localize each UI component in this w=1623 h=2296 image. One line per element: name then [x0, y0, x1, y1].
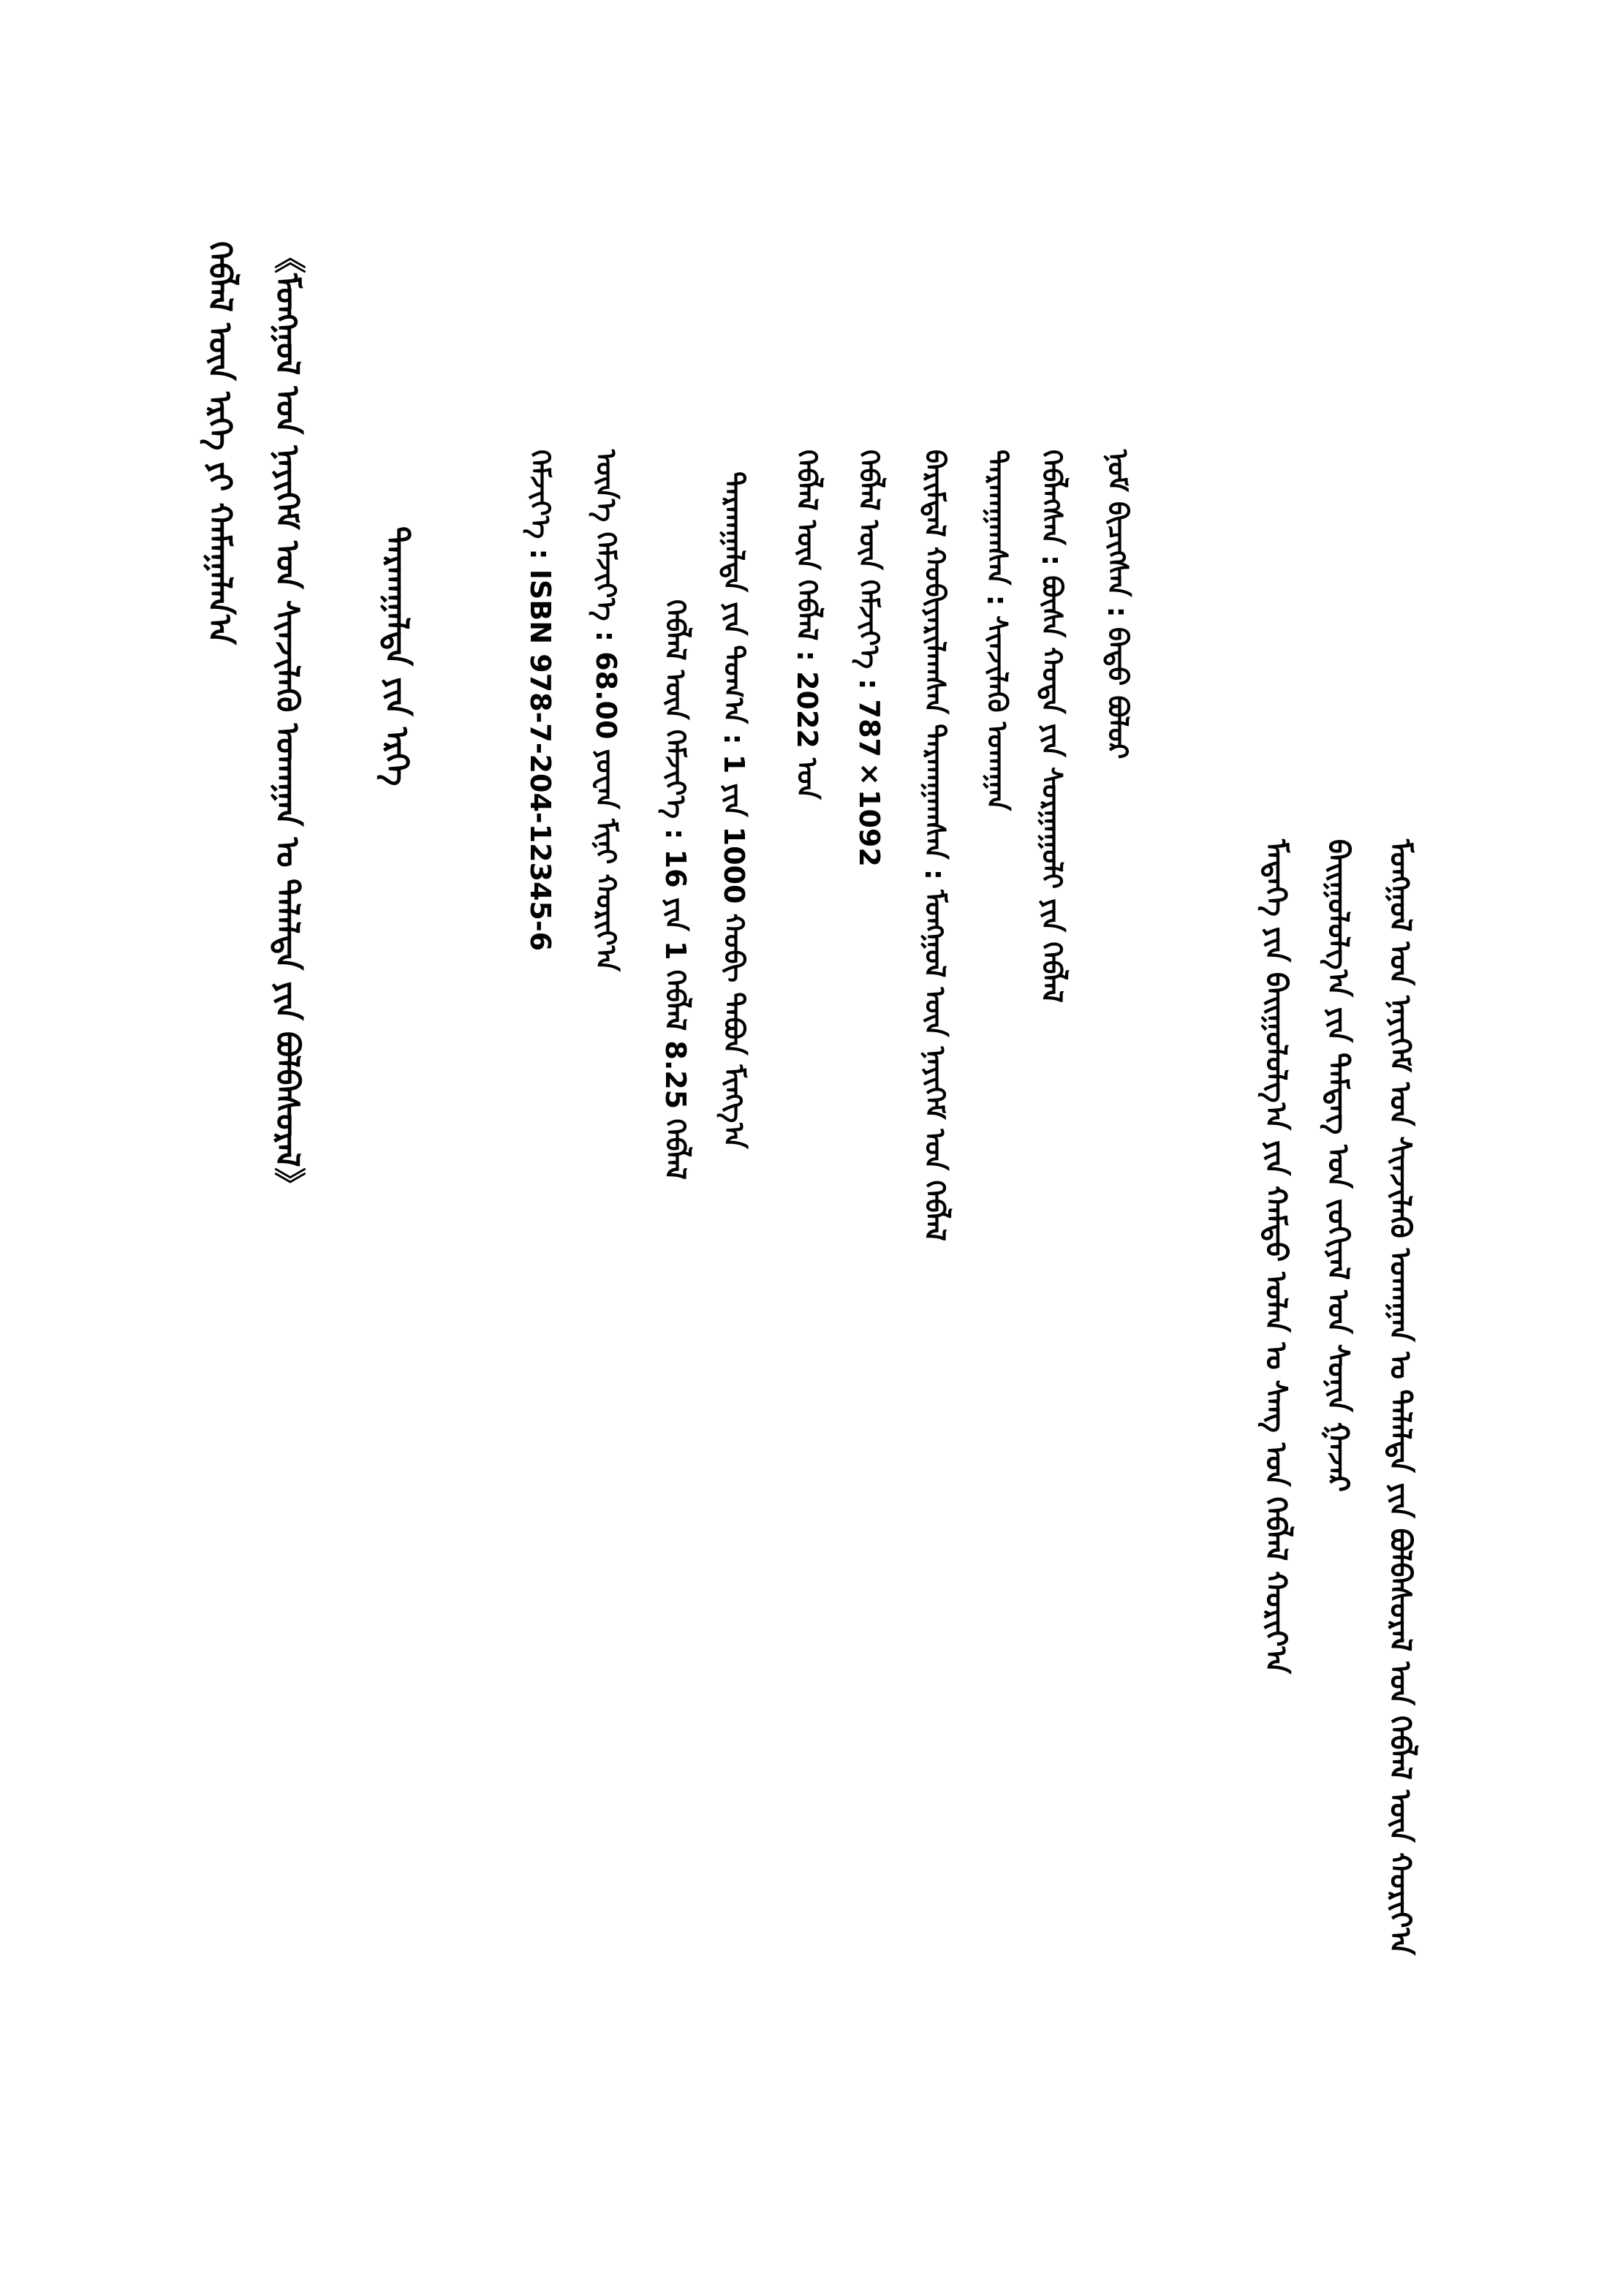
header-line: ᠮᠣᠩᠭᠣᠯ ᠤᠨ ᠨᠡᠶᠢᠭᠡᠮ ᠤᠨ ᠰᠢᠨᠵᠢᠯᠡᠬᠦ ᠤᠬᠠᠭᠠᠨ ᠤ ᠲᠡᠯᠡᠯᠲᠡ ᠶᠢᠨ ᠪᠣᠯᠪᠠᠰᠤᠷᠠᠯ ᠤᠨ ᠬᠡᠪᠯᠡᠯ ᠦᠨ ᠬᠣᠷᠢᠶ᠎ᠠ	[1383, 839, 1417, 1955]
info-line: ᠪᠠᠷᠢᠮᠲᠠᠯ ᠬᠣᠪᠢᠶᠠᠷᠢᠯᠠᠭᠰᠠᠨ ᠲᠠᠷᠬᠠᠭᠠᠭᠰᠠᠨ : ᠮᠣᠩᠭᠣᠯ ᠦᠨ ᠨᠡᠶᠢᠭᠡᠮ ᠤᠨ ᠬᠡᠪᠯᠡᠯ	[919, 450, 951, 1241]
info-line: ᠨᠣᠮ ᠪᠢᠴᠢᠭᠰᠡᠨ : ᠪᠠᠲᠤ ᠪᠣᠯᠤᠷ	[1102, 450, 1134, 759]
info-line: ᠬᠡᠮᠵᠢᠶ᠎ᠡ : ISBN 978-7-204-12345-6	[524, 450, 556, 952]
info-line: ᠬᠡᠪᠯᠡᠯ ᠦᠨ ᠬᠡᠮᠵᠢᠶ᠎ᠡ : 787×1092	[853, 450, 885, 867]
info-line: ᠬᠡᠪᠯᠡᠯ ᠦᠨ ᠬᠡᠮᠵᠢᠶ᠎ᠡ : 16 ᠶᠢᠨ 1 ᠬᠡᠪᠯᠡᠯ 8.25 ᠬᠡᠪᠯᠡᠯ	[659, 599, 692, 1180]
footer-line: ᠬᠡᠪᠯᠡᠯ ᠦᠨ ᠡᠷᠬᠡ ᠶᠢ ᠬᠠᠮᠠᠭᠠᠯᠠᠨ᠎ᠠ	[201, 241, 238, 645]
header-line: ᠪᠠᠢᠭᠤᠯᠤᠯᠭ᠎ᠠ ᠶᠢᠨ ᠲᠡᠮᠳᠡᠭ ᠤᠨ ᠵᠣᠬᠢᠶᠠᠯ ᠤᠨ ᠰᠣᠨᠢᠨ ᠭᠠᠵᠠᠷ	[1321, 839, 1355, 1493]
info-line: ᠬᠡᠪᠯᠡᠭᠰᠡᠨ : ᠪᠦᠰᠡ ᠬᠣᠲᠠ ᠶᠢᠨ ᠰᠤᠷᠭᠠᠭᠤᠯᠢ ᠶᠢᠨ ᠬᠡᠪᠯᠡᠯ	[1036, 450, 1068, 1003]
info-line: ᠦᠨ᠎ᠡ ᠬᠡᠮᠵᠢᠶ᠎ᠡ : 68.00 ᠶᠤᠸᠠᠨ ᠮᠢᠨᠢ ᠬᠣᠷᠢᠶ᠎ᠠ	[590, 450, 622, 972]
footer-line: 《ᠮᠣᠩᠭᠣᠯ ᠤᠨ ᠨᠡᠶᠢᠭᠡᠮ ᠤᠨ ᠰᠢᠨᠵᠢᠯᠡᠬᠦ ᠤᠬᠠᠭᠠᠨ ᠤ ᠲᠡᠯᠡᠯᠲᠡ ᠶᠢᠨ ᠪᠣᠯᠪᠠᠰᠤᠷᠠᠯ》	[268, 241, 306, 1200]
footer-title: ᠲᠠᠷᠬᠠᠭᠠᠯᠲᠠ ᠶᠢᠨ ᠡᠷᠬᠡ	[378, 526, 415, 787]
info-line: ᠲᠠᠷᠬᠠᠭᠠᠭᠰᠠᠨ : ᠰᠢᠨᠵᠢᠯᠡᠬᠦ ᠤᠬᠠᠭᠠᠨ	[981, 450, 1013, 811]
info-line: ᠲᠠᠷᠬᠠᠭᠠᠯᠲᠠ ᠶᠢᠨ ᠲᠣᠭ᠎ᠠ : 1 ᠶᠢᠨ 1000 ᠬᠤᠪᠢ ᠲᠠᠪᠤᠨ ᠮᠢᠩᠭ᠎ᠠ	[718, 471, 750, 1149]
info-line: ᠬᠡᠪᠯᠡᠯ ᠦᠨ ᠬᠡᠪᠯᠡᠯ : 2022 ᠣᠨ	[791, 450, 823, 800]
header-line: ᠮᠡᠳᠡᠭᠡ ᠶᠢᠨ ᠪᠠᠢᠭᠤᠯᠤᠯᠭ᠎ᠠ ᠶᠢᠨ ᠬᠠᠮᠲᠤ ᠣᠯᠠᠨ ᠤ ᠰᠠᠩ ᠤᠨ ᠬᠡᠪᠯᠡᠯ ᠬᠣᠷᠢᠶ᠎ᠠ	[1259, 839, 1293, 1674]
